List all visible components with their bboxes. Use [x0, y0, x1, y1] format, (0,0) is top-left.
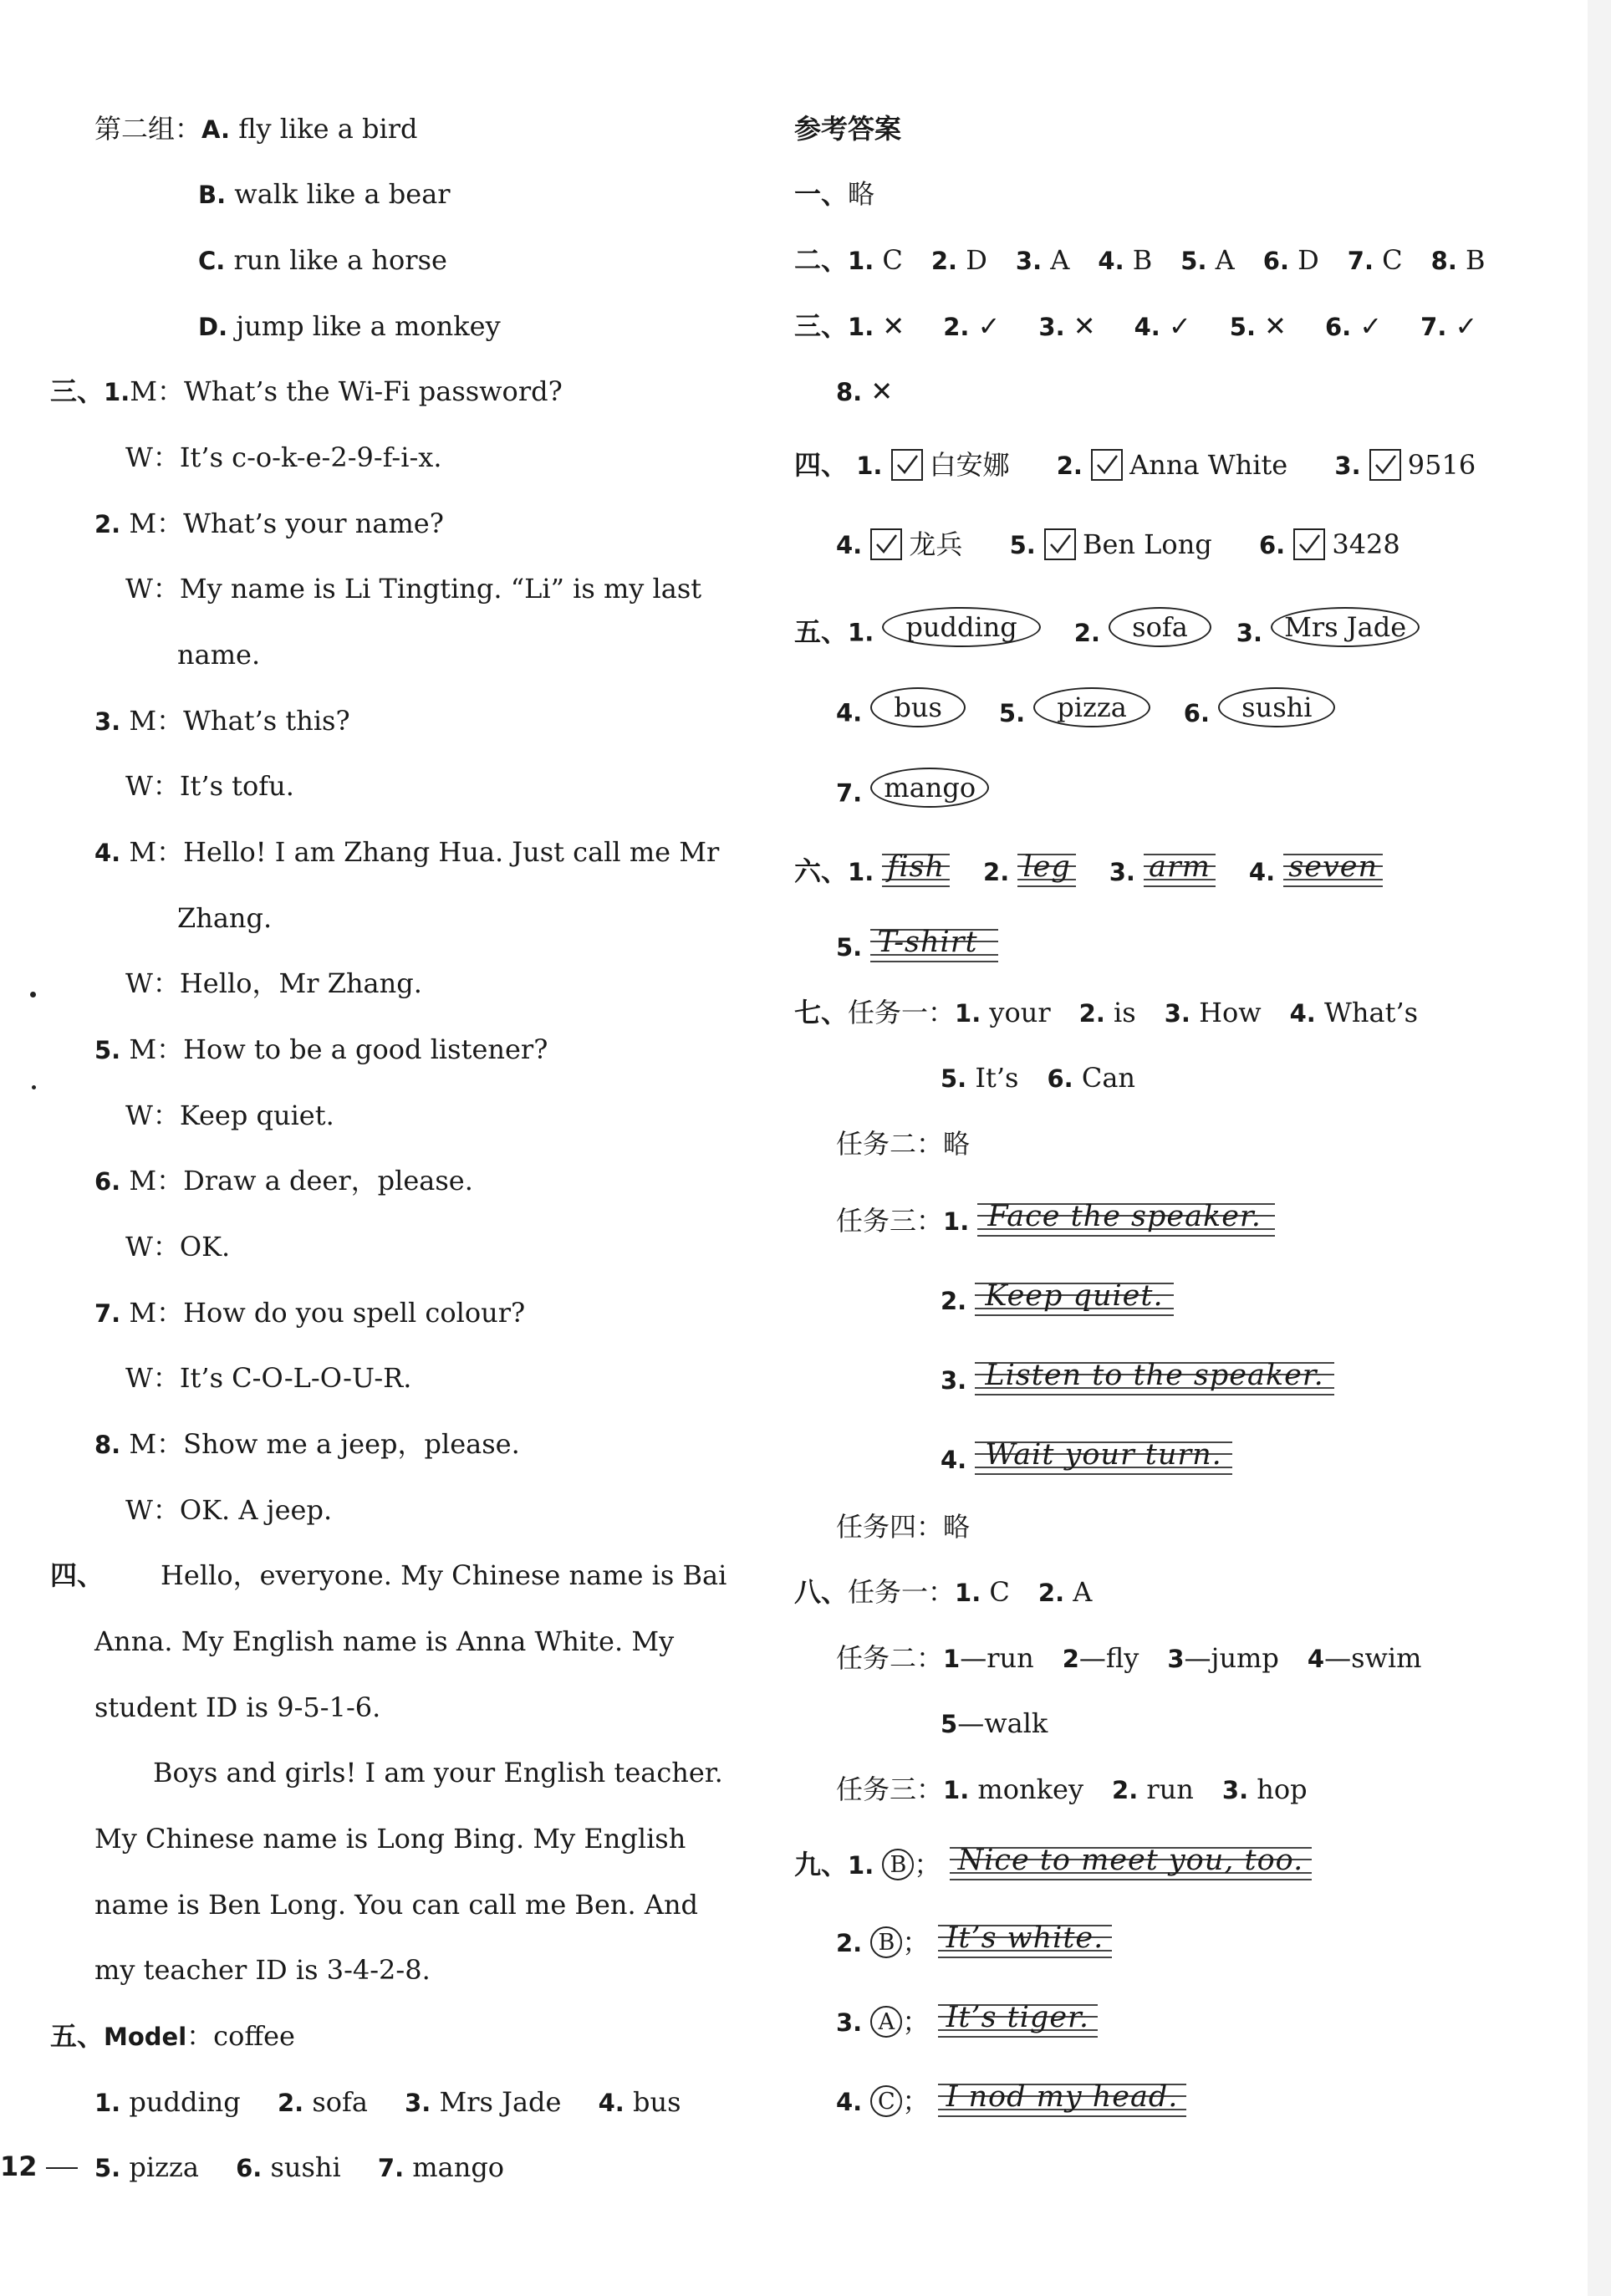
- section-7-task-3-item-2: 2. Keep quiet.: [941, 1283, 1174, 1321]
- stray-dot: [30, 992, 36, 997]
- section-9-item-2: 2. B ； It’s white.: [836, 1926, 1112, 1963]
- circled-letter: C: [870, 2085, 902, 2117]
- check-icon: [891, 449, 923, 481]
- handwriting: leg: [1017, 850, 1075, 887]
- text-line: 6. M：Draw a deer，please.: [94, 1165, 473, 1196]
- text-line: W：It’s c-o-k-e-2-9-f-i-x.: [125, 441, 442, 473]
- text-line: Zhang.: [177, 902, 273, 934]
- circled-answer: Mrs Jade: [1271, 607, 1420, 647]
- section-7-task-3-item-1: 任务三：1. Face the speaker.: [836, 1204, 1275, 1242]
- answer-key-title: 参考答案: [794, 113, 902, 145]
- section-3: 三、1. ✕ 2. ✓ 3. ✕ 4. ✓ 5. ✕ 6. ✓ 7. ✓: [794, 310, 1478, 342]
- circled-letter: A: [870, 2006, 902, 2038]
- section-9-item-3: 3. A ； It’s tiger.: [836, 2005, 1098, 2043]
- section-5-row-2: 4. bus 5. pizza 6. sushi: [836, 694, 1335, 734]
- section-1: 一、略: [794, 178, 875, 210]
- section-8-task-2-cont: 5—walk: [941, 1707, 1048, 1739]
- text-line: 三、1.M：What’s the Wi-Fi password?: [50, 375, 563, 407]
- handwriting: Face the speaker.: [977, 1200, 1275, 1237]
- text-line: Anna. My English name is Anna White. My: [94, 1625, 675, 1657]
- section-7-task-4: 任务四：略: [836, 1511, 971, 1543]
- text-line: 5. M：How to be a good listener?: [94, 1033, 548, 1065]
- text-line: Boys and girls! I am your English teacher.: [153, 1757, 723, 1788]
- check-icon: [870, 528, 902, 560]
- section-5-row-3: 7. mango: [836, 774, 989, 814]
- section-8-task-2: 任务二：1—run 2—fly 3—jump 4—swim: [836, 1642, 1422, 1674]
- section-7-task-1: 七、任务一：1. your 2. is 3. How 4. What’s: [794, 997, 1419, 1028]
- section-7-task-1-cont: 5. It’s 6. Can: [941, 1062, 1136, 1094]
- text-line: name.: [177, 639, 261, 671]
- text-line: 3. M：What’s this?: [94, 705, 350, 737]
- section-6-row-1: 六、1. fish 2. leg 3. arm 4. seven: [794, 855, 1383, 892]
- section-5-row-1: 五、1. pudding 2. sofa 3. Mrs Jade: [794, 614, 1420, 654]
- handwriting: arm: [1144, 850, 1216, 887]
- footer-rule: [46, 2167, 78, 2169]
- section-4-row-2: 4. 龙兵 5. Ben Long 6. 3428: [836, 528, 1400, 560]
- handwriting: fish: [882, 850, 950, 887]
- check-icon: [1369, 449, 1401, 481]
- text-line: W：It’s tofu.: [125, 770, 294, 802]
- handwriting: It’s white.: [938, 1921, 1113, 1958]
- circled-answer: pizza: [1033, 687, 1150, 727]
- handwriting: Keep quiet.: [975, 1279, 1173, 1316]
- section-7-task-2: 任务二：略: [836, 1128, 971, 1160]
- section-7-task-3-item-4: 4. Wait your turn.: [941, 1442, 1232, 1480]
- text-line: student ID is 9-5-1-6.: [94, 1691, 381, 1723]
- handwriting: Wait your turn.: [975, 1438, 1231, 1475]
- text-line: C. run like a horse: [198, 244, 447, 276]
- text-line: 2. M：What’s your name?: [94, 508, 444, 539]
- text-line: 4. M：Hello! I am Zhang Hua. Just call me Mr: [94, 836, 720, 868]
- circled-letter: B: [870, 1926, 902, 1958]
- page-edge: [1588, 0, 1611, 2296]
- circled-answer: pudding: [882, 607, 1040, 647]
- section-6-row-2: 5. T-shirt: [836, 930, 998, 967]
- handwriting: I nod my head.: [938, 2080, 1187, 2117]
- text-line: my teacher ID is 3-4-2-8.: [94, 1954, 431, 1986]
- circled-answer: bus: [870, 687, 966, 727]
- section-4-row-1: 四、 1. 白安娜 2. Anna White 3. 9516: [794, 449, 1476, 481]
- text-line: 四、 Hello，everyone. My Chinese name is Bai: [50, 1559, 727, 1591]
- stray-dot: [32, 1085, 36, 1089]
- text-line: 8. M：Show me a jeep，please.: [94, 1428, 520, 1460]
- handwriting: Listen to the speaker.: [975, 1359, 1333, 1395]
- text-line: D. jump like a monkey: [198, 310, 501, 342]
- check-icon: [1091, 449, 1123, 481]
- text-line: W：OK.: [125, 1231, 231, 1263]
- section-8-task-1: 八、任务一：1. C 2. A: [794, 1576, 1093, 1608]
- handwriting: Nice to meet you, too.: [950, 1844, 1313, 1880]
- text-line: W：OK. A jeep.: [125, 1494, 333, 1526]
- section-7-task-3-item-3: 3. Listen to the speaker.: [941, 1363, 1334, 1401]
- check-icon: [1293, 528, 1325, 560]
- page-number: 12: [0, 2151, 38, 2182]
- circled-answer: mango: [870, 768, 989, 808]
- handwriting: T-shirt: [870, 926, 997, 962]
- handwriting: It’s tiger.: [938, 2001, 1099, 2038]
- section-8-task-3: 任务三：1. monkey 2. run 3. hop: [836, 1773, 1308, 1805]
- text-line: name is Ben Long. You can call me Ben. And: [94, 1889, 699, 1921]
- text-line: W：My name is Li Tingting. “Li” is my last: [125, 573, 702, 605]
- text-line: B. walk like a bear: [198, 178, 451, 210]
- circled-letter: B: [882, 1849, 914, 1880]
- section-3-cont: 8. ✕: [836, 375, 894, 407]
- section-2: 二、1. C 2. D 3. A 4. B 5. A 6. D 7. C 8. B: [794, 244, 1486, 276]
- s5-items-row-2: 5. pizza 6. sushi 7. mango: [94, 2151, 505, 2183]
- section-9-item-1: 九、1. B ； Nice to meet you, too.: [794, 1848, 1312, 1885]
- handwriting: seven: [1283, 850, 1383, 887]
- check-icon: [1044, 528, 1076, 560]
- text-line: W：Hello，Mr Zhang.: [125, 967, 422, 999]
- s5-items-row-1: 1. pudding 2. sofa 3. Mrs Jade 4. bus: [94, 2086, 681, 2118]
- text-line: W：Keep quiet.: [125, 1100, 334, 1131]
- text-line: W：It’s C-O-L-O-U-R.: [125, 1362, 412, 1394]
- text-line: 7. M：How do you spell colour?: [94, 1297, 526, 1329]
- circled-answer: sofa: [1109, 607, 1211, 647]
- section-9-item-4: 4. C ； I nod my head.: [836, 2084, 1186, 2122]
- text-line: 第二组：A. fly like a bird: [94, 113, 418, 145]
- circled-answer: sushi: [1218, 687, 1335, 727]
- text-line: My Chinese name is Long Bing. My English: [94, 1823, 686, 1855]
- text-line: 五、Model：coffee: [50, 2020, 295, 2052]
